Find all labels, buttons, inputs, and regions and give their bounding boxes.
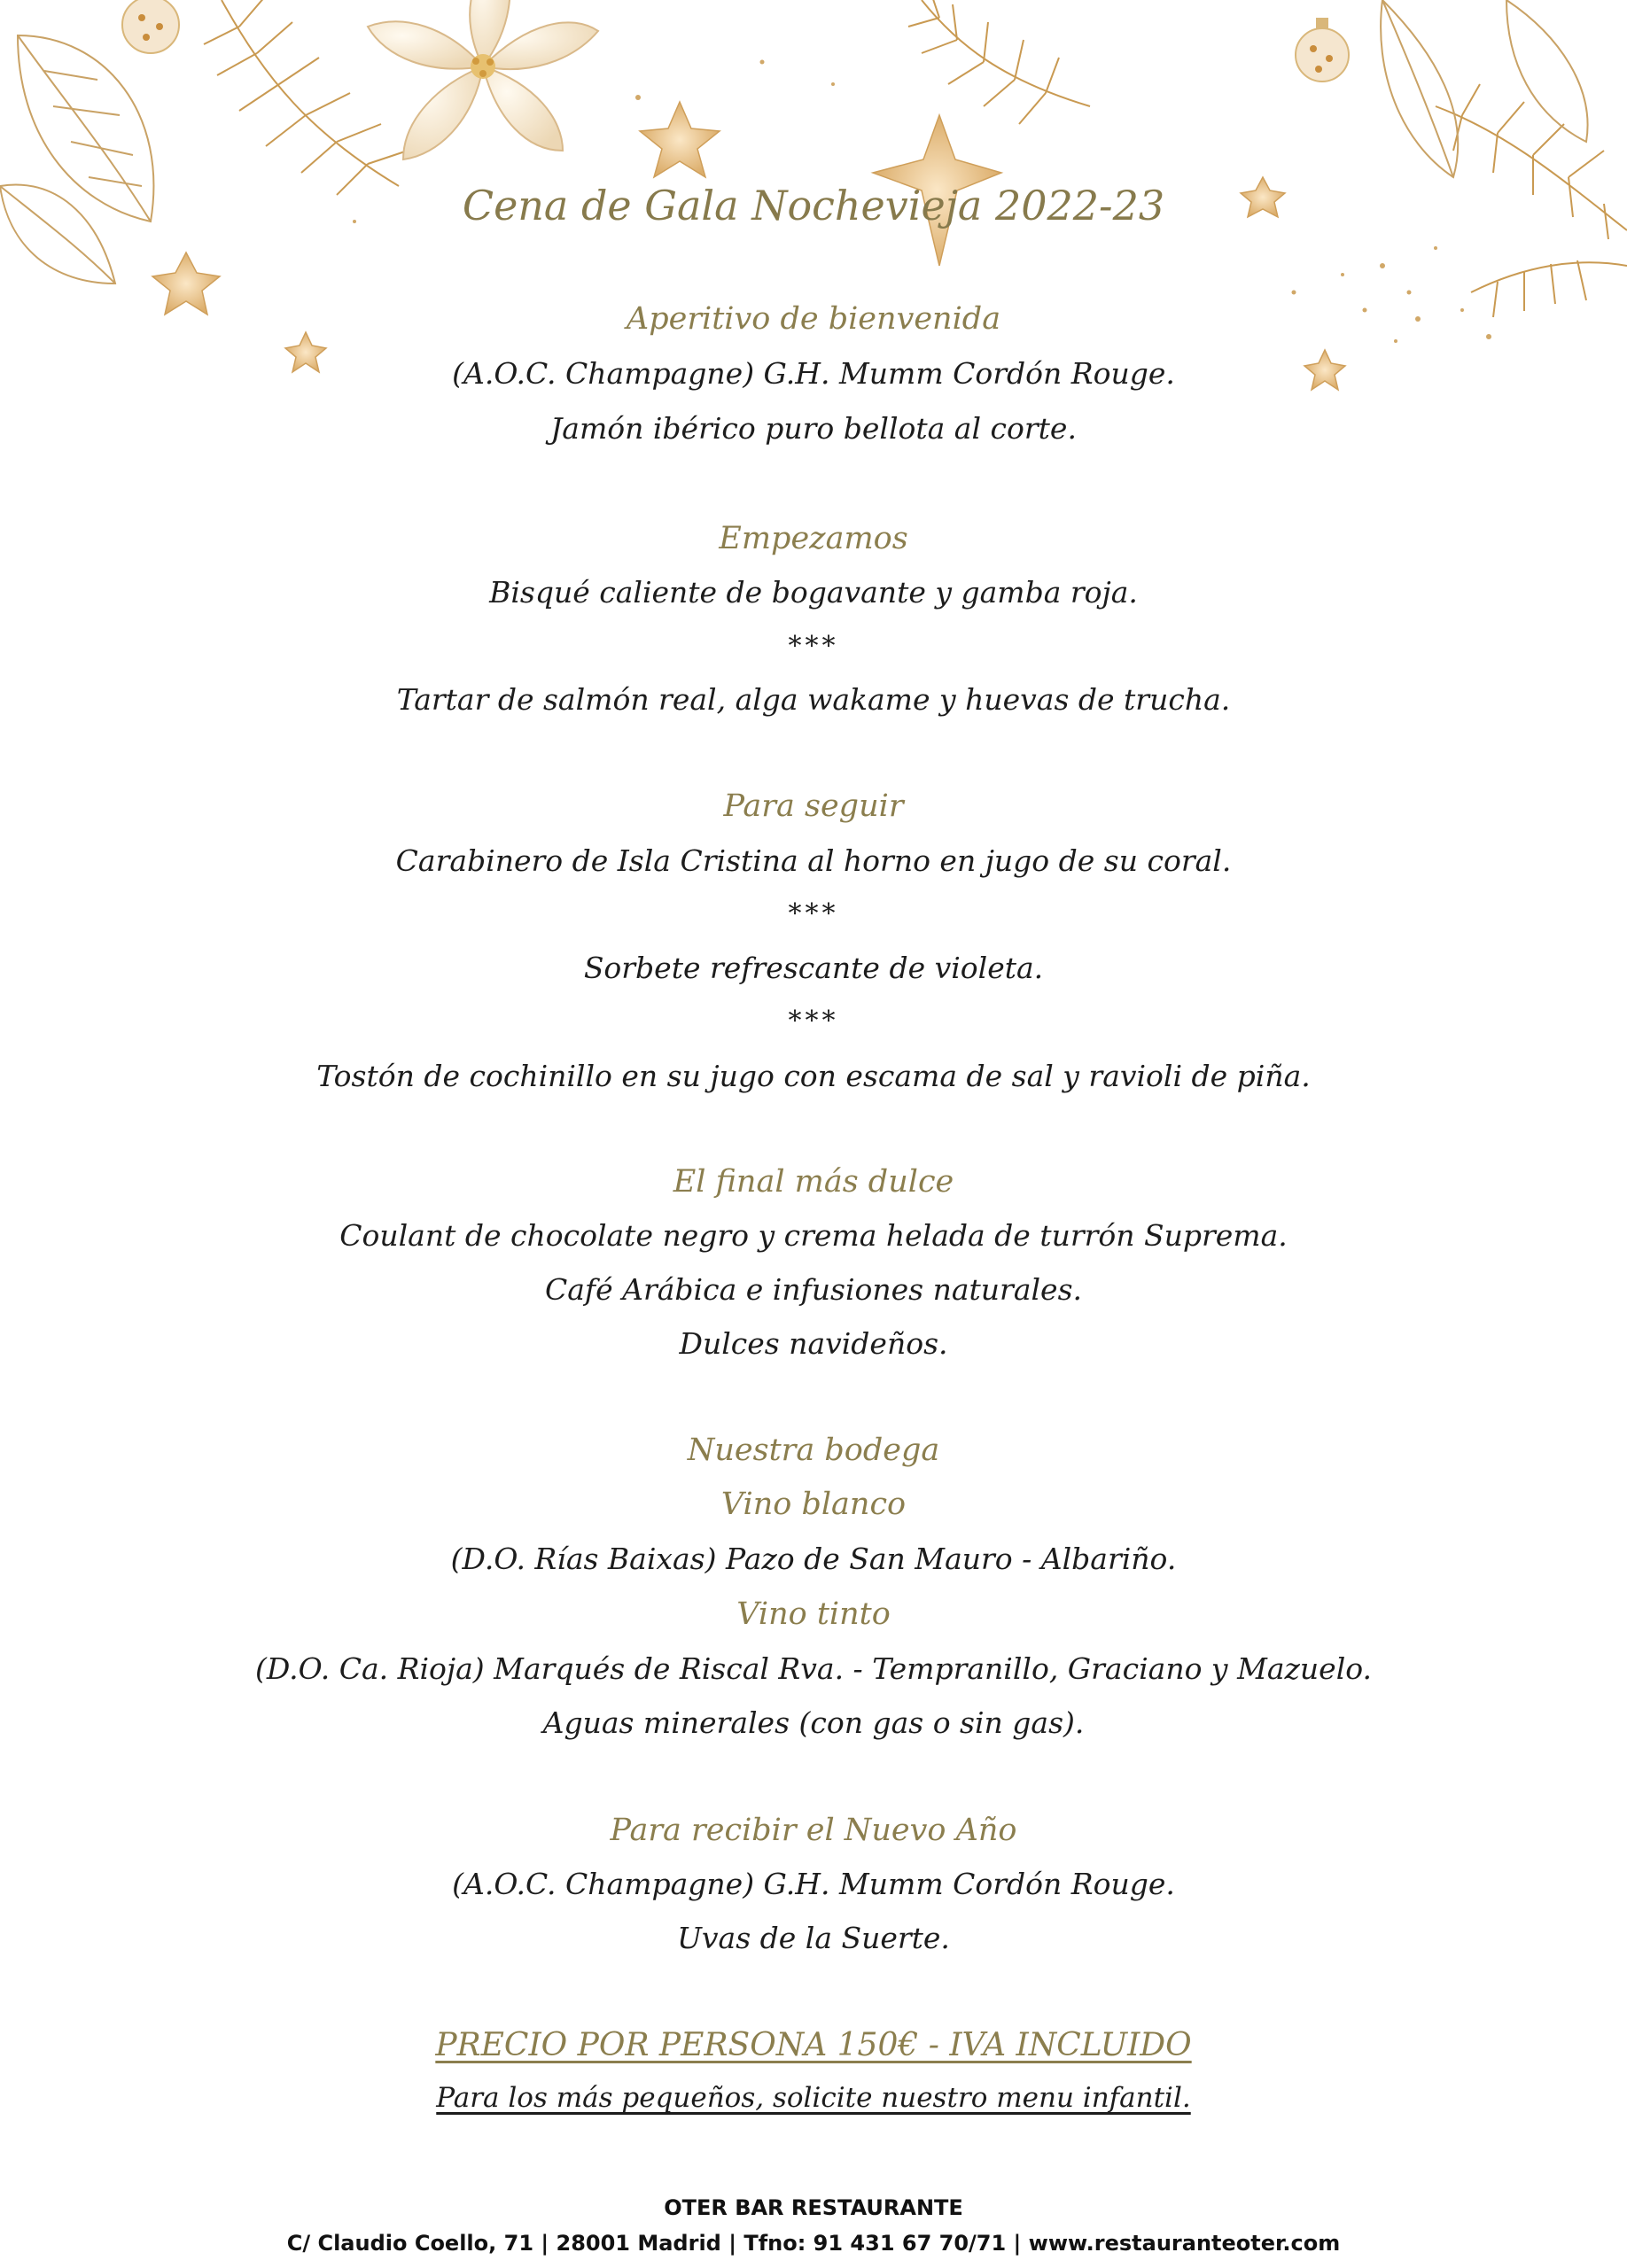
menu-item: Jamón ibérico puro bellota al corte. [550,411,1077,446]
star-icon [152,102,1345,390]
menu-item: Bisqué caliente de bogavante y gamba roja. [489,575,1138,610]
bauble-icon [1296,18,1349,82]
menu-item: Coulant de chocolate negro y crema helada de turrón Suprema. [339,1218,1288,1253]
subheading-white-wine: Vino blanco [720,1487,907,1522]
menu-item: (A.O.C. Champagne) G.H. Mumm Cordón Rouge. [452,356,1175,391]
restaurant-address: C/ Claudio Coello, 71 | 28001 Madrid | Tfno: 91 431 67 70/71 | www.restauranteoter.com [286,2231,1341,2256]
menu-item: Sorbete refrescante de violeta. [583,951,1044,985]
price-per-person: PRECIO POR PERSONA 150€ - IVA INCLUIDO [435,2027,1192,2063]
subheading-red-wine: Vino tinto [736,1596,891,1632]
menu-item: Tostón de cochinillo en su jugo con escama de sal y ravioli de piña. [316,1059,1311,1093]
bauble-icon [122,0,179,53]
menu-item: Carabinero de Isla Cristina al horno en jugo de su coral. [395,843,1232,878]
separator: *** [788,1006,839,1037]
section-heading-para-seguir: Para seguir [723,788,904,824]
separator: *** [788,898,839,929]
section-heading-aperitivo: Aperitivo de bienvenida [626,301,1001,337]
section-heading-empezamos: Empezamos [719,521,908,556]
menu-item: Aguas minerales (con gas o sin gas). [542,1705,1085,1740]
leaf-icon [0,35,153,284]
menu-item: (A.O.C. Champagne) G.H. Mumm Cordón Rouge. [452,1867,1175,1901]
kids-menu-note: Para los más pequeños, solicite nuestro menu infantil. [436,2082,1191,2114]
restaurant-name: OTER BAR RESTAURANTE [664,2195,963,2220]
menu-item: Tartar de salmón real, alga wakame y huevas de trucha. [396,682,1231,717]
section-heading-nuevo-ano: Para recibir el Nuevo Año [610,1813,1017,1848]
menu-item: (D.O. Rías Baixas) Pazo de San Mauro - Albariño. [450,1542,1177,1576]
pine-branch-icon [908,0,1627,317]
section-heading-final: El final más dulce [673,1164,954,1200]
poinsettia-icon [368,0,598,159]
menu-item: Uvas de la Suerte. [677,1921,950,1955]
leaf-icon [1381,0,1587,177]
menu-item: Café Arábica e infusiones naturales. [544,1272,1083,1307]
separator: *** [788,631,839,662]
menu-item: (D.O. Ca. Rioja) Marqués de Riscal Rva. - Tempranillo, Graciano y Mazuelo. [254,1651,1373,1686]
menu-title: Cena de Gala Nochevieja 2022-23 [462,182,1165,229]
section-heading-bodega: Nuestra bodega [687,1433,940,1468]
menu-item: Dulces navideños. [679,1326,948,1361]
